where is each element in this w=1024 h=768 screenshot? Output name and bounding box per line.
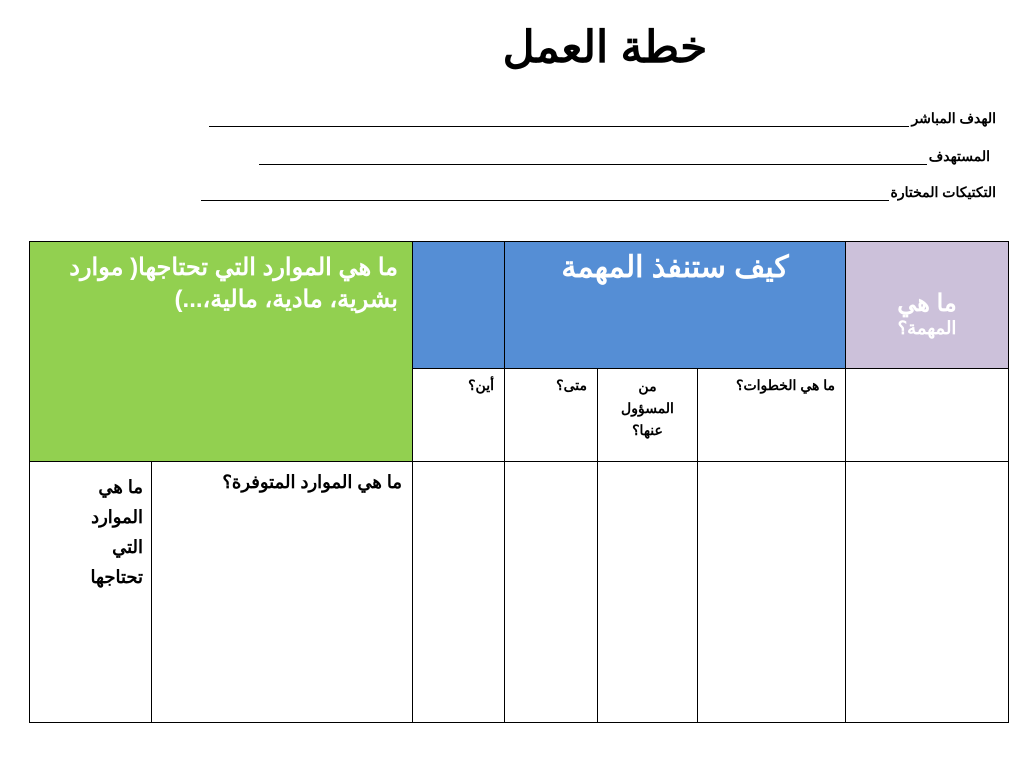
task-header-line1: ما هي: [897, 290, 957, 317]
direct-goal-field: [209, 110, 996, 127]
direct-goal-line[interactable]: [209, 112, 909, 127]
task-cell-empty[interactable]: [846, 369, 1009, 462]
steps-cell[interactable]: [698, 462, 846, 723]
task-header: [846, 242, 1009, 369]
task-header-line2: المهمة؟: [897, 318, 957, 338]
steps-header: ما هي الخطوات؟: [698, 369, 846, 462]
where-header: أين؟: [413, 369, 505, 462]
who-cell[interactable]: [598, 462, 698, 723]
tactics-line[interactable]: [201, 186, 889, 201]
tactics-field: [201, 184, 997, 201]
blue-empty-header: [413, 242, 505, 369]
target-label: المستهدف: [928, 148, 990, 164]
when-header: متى؟: [505, 369, 598, 462]
resources-you-need-text: ما هي الموارد التي تحتاجها: [90, 477, 143, 587]
action-plan-table: [29, 241, 1009, 723]
resources-needed-header: ما هي الموارد التي تحتاجها( موارد بشرية، مادية، مالية،...): [30, 242, 413, 462]
target-field: [259, 148, 990, 165]
who-responsible-header: [598, 369, 698, 462]
task-cell[interactable]: [846, 462, 1009, 723]
who-responsible-text: من المسؤول عنها؟: [621, 378, 674, 438]
resources-you-need-cell: [30, 462, 152, 723]
target-line[interactable]: [259, 150, 927, 165]
where-cell[interactable]: [413, 462, 505, 723]
direct-goal-label: الهدف المباشر: [911, 110, 996, 126]
how-header: كيف ستنفذ المهمة: [505, 242, 846, 369]
tactics-label: التكتيكات المختارة: [890, 184, 996, 200]
available-resources-cell: ما هي الموارد المتوفرة؟: [152, 462, 413, 723]
page-title: خطة العمل: [502, 23, 708, 72]
when-cell[interactable]: [505, 462, 598, 723]
